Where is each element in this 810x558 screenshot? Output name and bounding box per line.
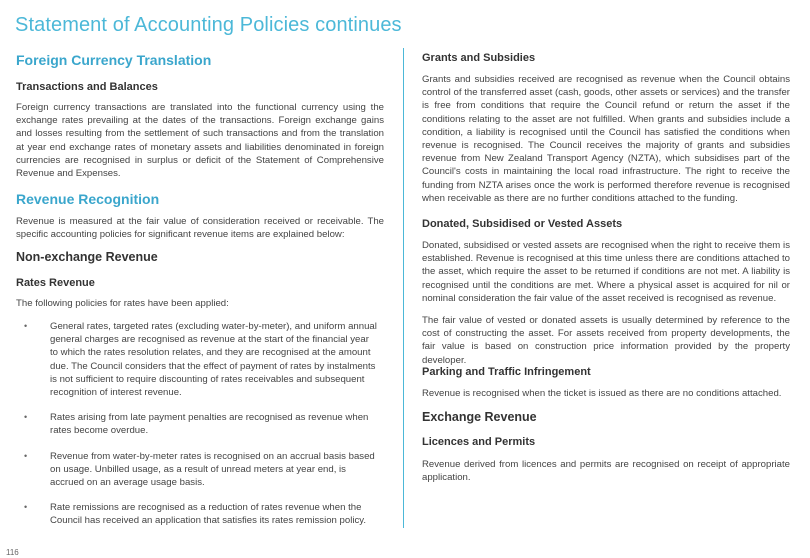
page-title: Statement of Accounting Policies continues — [15, 14, 402, 36]
list-item: • Revenue from water-by-meter rates is recognised on an accrual basis based on usage. Unbilled usage, as a result of unread meters at year end, is accrued on an average usage basis. — [24, 450, 375, 489]
donated-paragraph-2: The fair value of vested or donated assets is usually determined by reference to the cost of constructing the asset. For assets received from property developments, the fair value is based on construction price information provided by the property developer. — [422, 315, 790, 366]
non-exchange-heading: Non-exchange Revenue — [16, 250, 158, 264]
list-item: • General rates, targeted rates (excluding water-by-meter), and uniform annual general charges are recognised as revenue at the start of the financial year to which the rates resolution relates, and they are recognised at the amount due. The Council considers that the effect of payment of rates by instalments is not sufficient to require discounting of rates receivables and subsequent recognition of interest revenue. — [24, 321, 377, 399]
list-item: • Rates arising from late payment penalties are recognised as revenue when rates become overdue. — [24, 412, 369, 437]
rates-revenue-heading: Rates Revenue — [16, 277, 95, 289]
donated-heading: Donated, Subsidised or Vested Assets — [422, 218, 623, 230]
rates-bullet-list — [16, 320, 386, 528]
transactions-paragraph: Foreign currency transactions are translated into the functional currency using the exchange rates prevailing at the dates of the transactions. Foreign exchange gains and losses resulting from the settlement of such transactions and from the translation at year end exchange rates of monetary assets and liabilities denominated in foreign currencies are recognised in surplus or deficit of the Statement of Comprehensive Revenue and Expenses. — [16, 102, 384, 180]
grants-paragraph: Grants and subsidies received are recognised as revenue when the Council obtains control of the transferred asset (cash, goods, other assets or services) and the transfer is free from conditions that require the Council refund or return the asset if the conditions relating to the asset are not fulfilled. When grants and subsidies include a condition, a liability is recognised until the Council has satisfied the conditions when revenue is recognised. The Council receives the majority of grants and subsidies revenue from New Zealand Transport Agency (NZTA), which subsidises part of the Council's costs in maintaining the local road infrastructure. The right to receive the funding from NZTA arises once the work is performed therefore revenue is recognised when receivable as there are no further conditions attached to the funding. — [422, 74, 790, 204]
bullet-icon: • — [24, 450, 28, 461]
revenue-recognition-paragraph: Revenue is measured at the fair value of consideration received or receivable. The specific accounting policies for significant revenue items are explained below: — [16, 216, 384, 241]
bullet-icon: • — [24, 502, 28, 513]
bullet-icon: • — [24, 321, 28, 331]
exchange-revenue-heading: Exchange Revenue — [422, 410, 537, 424]
foreign-currency-heading: Foreign Currency Translation — [16, 52, 212, 68]
page-number: 116 — [6, 548, 19, 557]
licences-paragraph: Revenue derived from licences and permits are recognised on receipt of appropriate application. — [422, 459, 790, 484]
rates-intro: The following policies for rates have been applied: — [16, 298, 229, 309]
grants-heading: Grants and Subsidies — [422, 52, 536, 64]
donated-paragraph-1: Donated, subsidised or vested assets are recognised when the right to receive them is established. Revenue is recognised at this time unless there are conditions attached to the asset, which require the asset to be returned if conditions are not met. A liability is recognised until the conditions are met. Where a physical asset is acquired for nil or nominal consideration the fair value of the asset received is recognised as revenue. — [422, 240, 790, 304]
list-item: • Rate remissions are recognised as a reduction of rates revenue when the Council has received an application that satisfies its rates remission policy. — [24, 502, 367, 527]
parking-heading: Parking and Traffic Infringement — [422, 366, 591, 378]
transactions-heading: Transactions and Balances — [16, 81, 158, 93]
bullet-icon: • — [24, 412, 28, 423]
parking-paragraph: Revenue is recognised when the ticket is issued as there are no conditions attached. — [422, 388, 782, 399]
licences-heading: Licences and Permits — [422, 436, 536, 448]
column-divider — [403, 48, 404, 528]
revenue-recognition-heading: Revenue Recognition — [16, 191, 160, 207]
